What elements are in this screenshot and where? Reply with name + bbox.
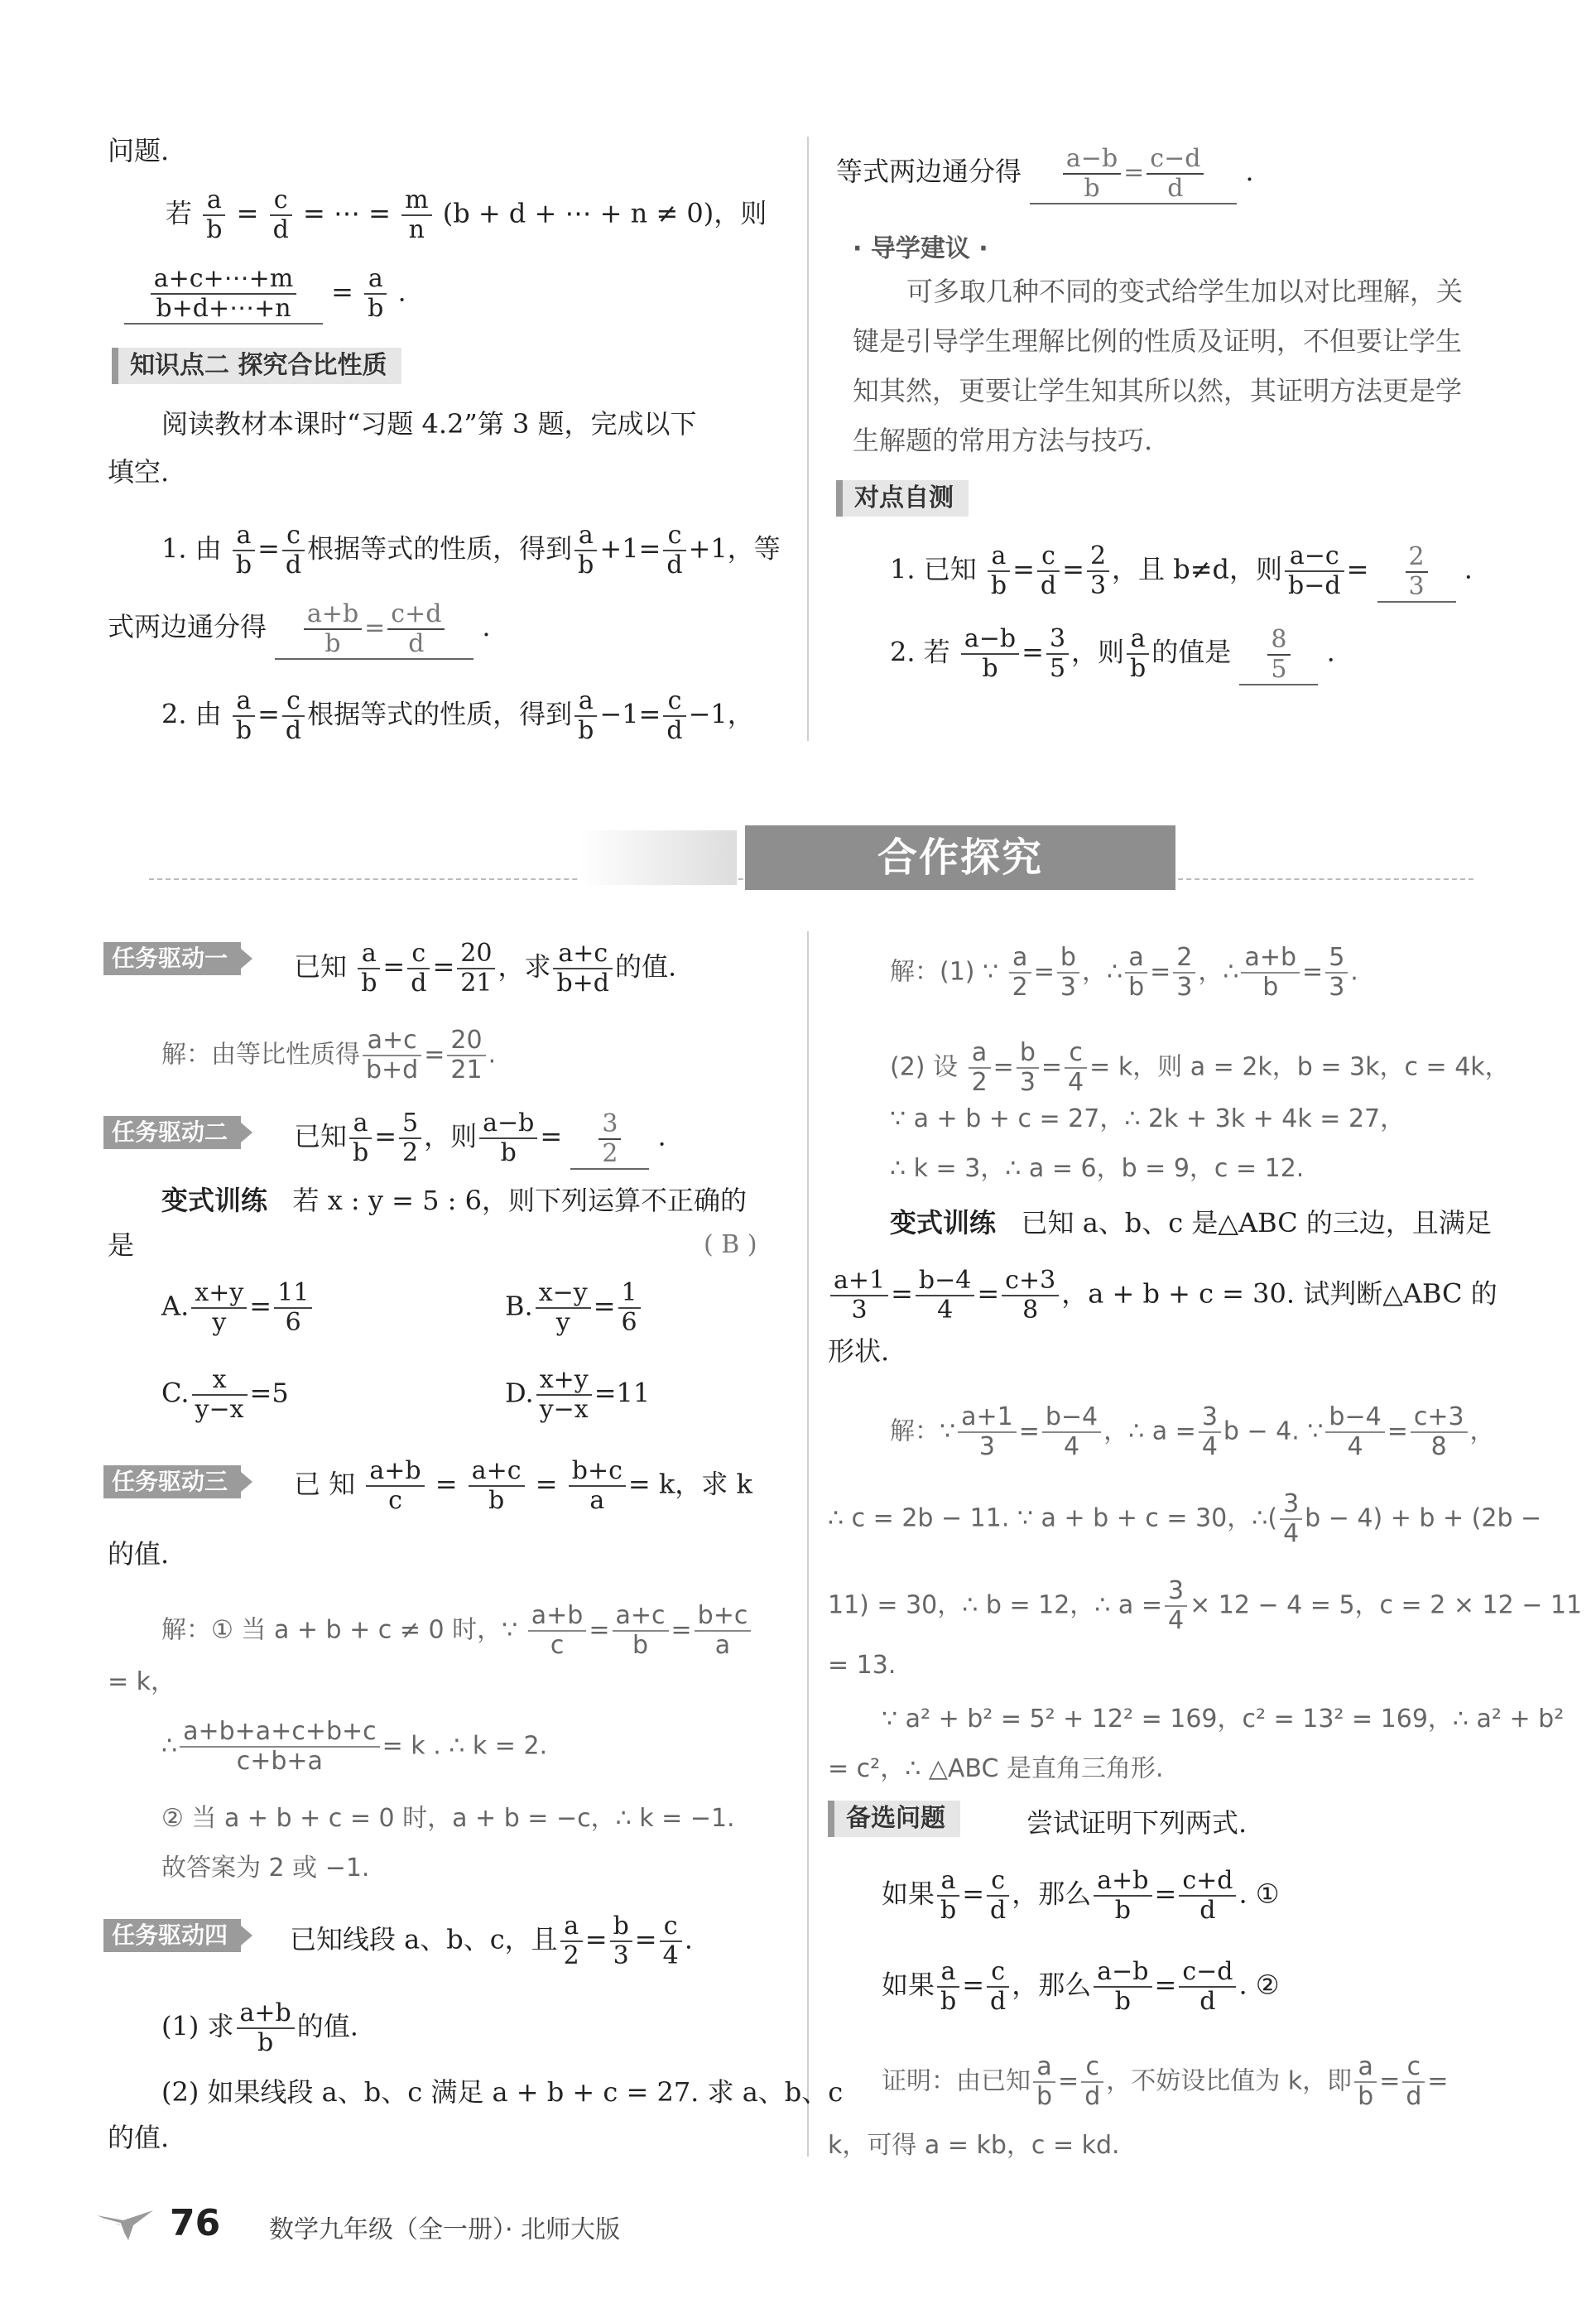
variant-title: 变式训练: [161, 1185, 268, 1216]
task-2-variant-answer: ( B ): [704, 1230, 757, 1259]
task-3-text: 已 知 $\frac{a+b}{c}$ = $\frac{a+c}{b}$ = $\frac{b+c}{a}$ = k，求 k: [294, 1456, 752, 1515]
ratio-sum-formula: $\frac{a+c+\cdots+m}{b+d+\cdots+n}$ = $\frac{a}{b}$ .: [124, 265, 406, 325]
banner-title: 合作探究: [745, 825, 1175, 890]
kp2-read-line2: 填空.: [108, 456, 170, 488]
task-4-text: 已知线段 a、b、c，且 $\frac{a}{2}$ = $\frac{b}{3}$ = $\frac{c}{4}$ .: [290, 1912, 693, 1970]
task-3-sol3: ∴ $\frac{a+b+a+c+b+c}{c+b+a}$ = k . ∴ k = 2.: [161, 1717, 548, 1776]
alternate-problem-text: 尝试证明下列两式.: [1026, 1807, 1247, 1839]
option-c: C. $\frac{x}{y-x}$ =5: [161, 1365, 289, 1424]
guide-title: · 导学建议 ·: [853, 234, 988, 263]
task-4-sol4: ∴ k = 3，∴ a = 6，b = 9，c = 12.: [890, 1154, 1305, 1183]
alternate-problem-heading: 备选问题: [828, 1801, 960, 1837]
variant-2-sol3: 11) = 30，∴ b = 12，∴ a = $\frac{3}{4}$ × 12 − 4 = 5，c = 2 × 12 − 11: [828, 1576, 1583, 1635]
kp2-q1-answer: $\frac{a+b}{b}$ = $\frac{c+d}{d}$: [275, 600, 474, 660]
task-2-variant-line2: 是: [108, 1229, 135, 1261]
task-3-line2: 的值.: [108, 1538, 170, 1570]
task-2-text: 已知 $\frac{a}{b}$ = $\frac{5}{2}$ ，则 $\frac{a-b}{b}$ = $\frac{3}{2}$ .: [294, 1109, 666, 1168]
proof-line1: 证明：由已知 $\frac{a}{b}$ = $\frac{c}{d}$ ，不妨设比值为 k，即 $\frac{a}{b}$ = $\frac{c}{d}$ =: [882, 2052, 1449, 2111]
guide-line1: 可多取几种不同的变式给学生加以对比理解，关: [906, 276, 1464, 307]
alternate-formula-1: 如果 $\frac{a}{b}$ = $\frac{c}{d}$ ，那么 $\frac{a+b}{b}$ = $\frac{c+d}{d}$ . ①: [882, 1866, 1280, 1925]
variant-2-sol2: ∴ c = 2b − 11. ∵ a + b + c = 30，∴( $\frac{3}{4}$ b − 4) + b + (2b −: [828, 1489, 1542, 1548]
kp2-q2-answer: $\frac{a-b}{b}$ = $\frac{c-d}{d}$: [1030, 145, 1237, 204]
right-top-line1: 等式两边通分得 $\frac{a-b}{b}$ = $\frac{c-d}{d}$ .: [836, 144, 1254, 203]
task-4-q2-line2: 的值.: [108, 2122, 170, 2153]
variant-2-sol4: = 13.: [828, 1651, 897, 1680]
task-1-text: 已知 $\frac{a}{b}$ = $\frac{c}{d}$ = $\frac{20}{21}$ ，求 $\frac{a+c}{b+d}$ 的值.: [294, 939, 677, 998]
task-3-sol2: = k，: [108, 1667, 176, 1696]
option-a: A. $\frac{x+y}{y}$ = $\frac{11}{6}$: [161, 1279, 315, 1337]
kp2-read-line1: 阅读教材本课时“习题 4.2”第 3 题，完成以下: [161, 408, 697, 440]
task-3-sol1: 解：① 当 a + b + c ≠ 0 时，∵ $\frac{a+b}{c}$ = $\frac{a+c}{b}$ = $\frac{b+c}{a}$: [161, 1602, 753, 1660]
task-2-answer: $\frac{3}{2}$: [570, 1110, 649, 1170]
task-4-label: 任务驱动四: [103, 1919, 241, 1952]
task-2-label: 任务驱动二: [103, 1116, 241, 1149]
self-test-q2-answer: $\frac{8}{5}$: [1239, 626, 1318, 685]
task-3-sol5: 故答案为 2 或 −1.: [161, 1854, 370, 1883]
cooperative-inquiry-banner: [149, 815, 1473, 907]
task-4-sol1: 解：(1) ∵ $\frac{a}{2}$ = $\frac{b}{3}$ ，∴ $\frac{a}{b}$ = $\frac{2}{3}$ ，∴ $\frac{a+b}{b}$ = $\frac{5}{3}$ .: [890, 943, 1358, 1002]
variant-2-sol5: ∵ a² + b² = 5² + 12² = 169，c² = 13² = 169，∴ a² + b²: [882, 1705, 1565, 1734]
page-number: 76: [170, 2202, 221, 2244]
task-4-q1: (1) 求 $\frac{a+b}{b}$ 的值.: [161, 1998, 358, 2057]
task-4-sol3: ∵ a + b + c = 27，∴ 2k + 3k + 4k = 27，: [890, 1104, 1406, 1133]
kp2-q1-line2: 式两边通分得 $\frac{a+b}{b}$ = $\frac{c+d}{d}$ .: [108, 599, 491, 658]
top-column-divider: [807, 137, 809, 741]
guide-line4: 生解题的常用方法与技巧.: [853, 425, 1153, 456]
guide-line2: 键是引导学生理解比例的性质及证明，不但要让学生: [853, 325, 1463, 357]
banner-decoration: [579, 830, 737, 885]
task-2-variant: 变式训练 若 x : y = 5 : 6，则下列运算不正确的: [161, 1185, 747, 1216]
variant-2-sol6: = c²，∴ △ABC 是直角三角形.: [828, 1754, 1164, 1783]
alternate-formula-2: 如果 $\frac{a}{b}$ = $\frac{c}{d}$ ，那么 $\frac{a-b}{b}$ = $\frac{c-d}{d}$ . ②: [882, 1957, 1280, 2016]
problem-tail: 问题.: [108, 135, 170, 166]
variant-2-line3: 形状.: [828, 1335, 890, 1367]
bottom-column-divider: [807, 931, 809, 2157]
proof-line2: k，可得 a = kb，c = kd.: [828, 2131, 1120, 2160]
self-test-heading: 对点自测: [836, 480, 969, 517]
variant-2-line2: $\frac{a+1}{3}$ = $\frac{b-4}{4}$ = $\frac{c+3}{8}$ ，a + b + c = 30. 试判断△ABC 的: [828, 1267, 1497, 1325]
task-4-q2: (2) 如果线段 a、b、c 满足 a + b + c = 27. 求 a、b、c: [161, 2076, 844, 2108]
option-d: D. $\frac{x+y}{y-x}$ =11: [505, 1365, 651, 1424]
task-3-sol4: ② 当 a + b + c = 0 时，a + b = −c，∴ k = −1.: [161, 1804, 735, 1833]
footer-logo-icon: [95, 2209, 155, 2242]
guide-line3: 知其然，更要让学生知其所以然，其证明方法更是学: [853, 375, 1463, 406]
variant-2-text: 变式训练 已知 a、b、c 是△ABC 的三边，且满足: [890, 1207, 1492, 1238]
self-test-q1-answer: $\frac{2}{3}$: [1377, 543, 1456, 603]
variant-2-title: 变式训练: [890, 1207, 997, 1238]
kp2-q1-line1: 1. 由 $\frac{a}{b}$ = $\frac{c}{d}$ 根据等式的性质，得到 $\frac{a}{b}$ +1= $\frac{c}{d}$ +1，等: [161, 521, 781, 580]
task-1-label: 任务驱动一: [103, 942, 241, 975]
task-3-label: 任务驱动三: [103, 1465, 241, 1498]
self-test-q2: 2. 若 $\frac{a-b}{b}$ = $\frac{3}{5}$ ，则 $\frac{a}{b}$ 的值是 $\frac{8}{5}$ .: [890, 624, 1335, 684]
option-b: B. $\frac{x-y}{y}$ = $\frac{1}{6}$: [505, 1279, 643, 1337]
footer-book-title: 数学九年级（全一册）· 北师大版: [269, 2215, 621, 2244]
task-4-sol2: (2) 设 $\frac{a}{2}$ = $\frac{b}{3}$ = $\frac{c}{4}$ = k，则 a = 2k，b = 3k，c = 4k，: [890, 1038, 1510, 1097]
ratio-property-formula: 若 $\frac{a}{b}$ = $\frac{c}{d}$ = ⋯ = $\frac{m}{n}$ (b + d + ⋯ + n ≠ 0)，则: [166, 185, 767, 244]
kp2-q2-line1: 2. 由 $\frac{a}{b}$ = $\frac{c}{d}$ 根据等式的性质，得到 $\frac{a}{b}$ −1= $\frac{c}{d}$ −1，: [161, 686, 754, 745]
variant-2-sol1: 解：∵ $\frac{a+1}{3}$ = $\frac{b-4}{4}$ ，∴ a = $\frac{3}{4}$ b − 4. ∵ $\frac{b-4}{4}$ = $\frac{c+3}{8}$ ，: [890, 1402, 1495, 1461]
self-test-q1: 1. 已知 $\frac{a}{b}$ = $\frac{c}{d}$ = $\frac{2}{3}$ ，且 b≠d，则 $\frac{a-c}{b-d}$ = $\frac{2}{3}$ .: [890, 541, 1473, 601]
task-1-solution: 解：由等比性质得 $\frac{a+c}{b+d}$ = $\frac{20}{21}$ .: [161, 1026, 497, 1084]
knowledge-point-2-heading: 知识点二 探究合比性质: [112, 348, 401, 384]
